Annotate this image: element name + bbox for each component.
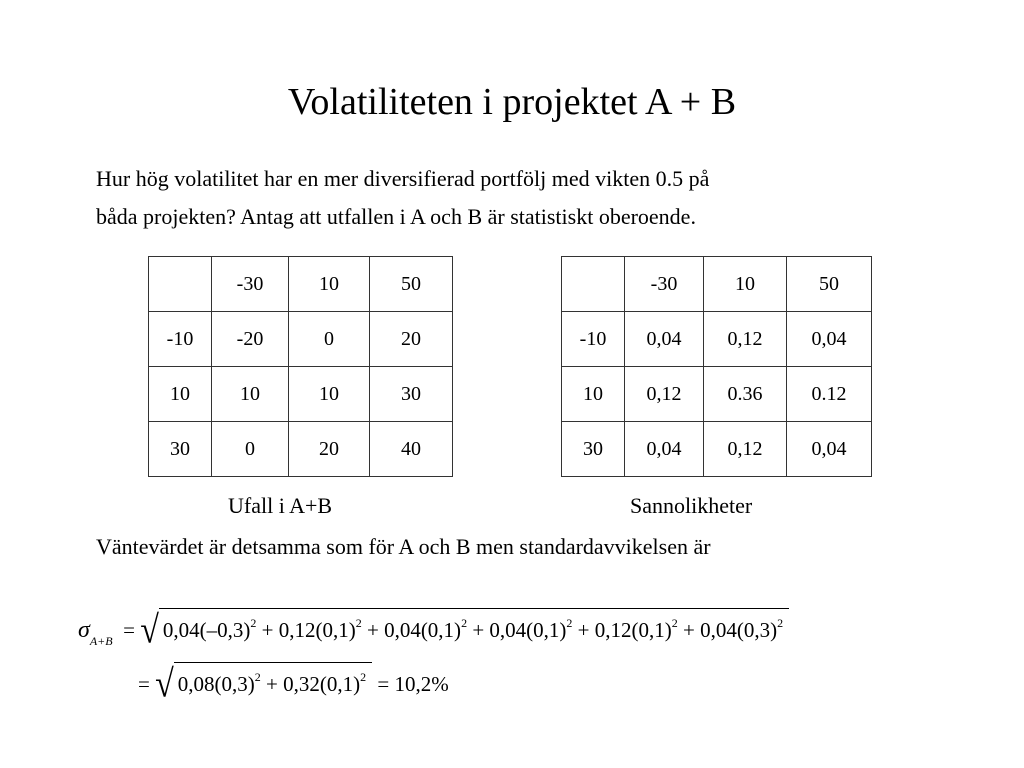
plus-sign: +: [472, 618, 485, 642]
outcomes-caption: Ufall i A+B: [228, 493, 333, 518]
term: 0,32(0,1): [283, 672, 361, 696]
plus-sign: +: [577, 618, 590, 642]
term: 0,04(0,1): [489, 618, 567, 642]
term: 0,04(0,3): [700, 618, 778, 642]
table-row: [149, 422, 453, 477]
table-cell: -10: [562, 312, 625, 367]
slide-title: Volatiliteten i projektet A + B: [287, 81, 737, 123]
table-header-row: [562, 257, 872, 312]
table-cell: 0: [289, 312, 370, 367]
table-cell: 0,12: [704, 422, 787, 477]
term: 0,04(–0,3): [162, 618, 251, 642]
table-cell: 50: [370, 257, 453, 312]
term: 0,12(0,1): [278, 618, 356, 642]
table-cell: 50: [787, 257, 872, 312]
exponent: 2: [360, 670, 367, 684]
term: 0,08(0,3): [177, 672, 255, 696]
table-cell: [149, 257, 212, 312]
probability-caption: Sannolikheter: [630, 493, 753, 518]
sigma-symbol: σ: [78, 617, 90, 643]
table-cell: 30: [149, 422, 212, 477]
intro-line-1: Hur hög volatilitet har en mer diversifierad portfölj med vikten 0.5 på: [96, 166, 710, 191]
table-row: [149, 312, 453, 367]
formula-line-1: [78, 608, 789, 655]
term: 0,12(0,1): [594, 618, 672, 642]
table-cell: 10: [562, 367, 625, 422]
intro-paragraph: [96, 160, 936, 236]
radicand-2: [174, 662, 372, 698]
plus-sign: +: [266, 672, 278, 696]
exponent: 2: [250, 616, 257, 630]
table-cell: 0,12: [625, 367, 704, 422]
table-cell: 30: [562, 422, 625, 477]
table-cell: 30: [370, 367, 453, 422]
exponent: 2: [254, 670, 261, 684]
table-cell: -20: [212, 312, 289, 367]
term: 0,04(0,1): [384, 618, 462, 642]
formula-result: 10,2%: [394, 672, 449, 696]
intro-line-2: båda projekten? Antag att utfallen i A och B är statistiskt oberoende.: [96, 204, 696, 229]
sigma-subscript: A+B: [89, 634, 113, 648]
exponent: 2: [566, 616, 573, 630]
table-cell: 0,12: [704, 312, 787, 367]
table-cell: 10: [289, 257, 370, 312]
table-row: [562, 367, 872, 422]
table-cell: 0.12: [787, 367, 872, 422]
table-cell: -30: [212, 257, 289, 312]
conclusion-text: Väntevärdet är detsamma som för A och B men standardavvikelsen är: [96, 534, 711, 559]
plus-sign: +: [683, 618, 695, 642]
table-cell: 0,04: [787, 312, 872, 367]
table-cell: 40: [370, 422, 453, 477]
table-cell: [562, 257, 625, 312]
table-cell: 10: [212, 367, 289, 422]
table-header-row: [149, 257, 453, 312]
outcomes-table: [148, 256, 453, 477]
table-cell: 0: [212, 422, 289, 477]
equals-sign: =: [123, 618, 135, 642]
exponent: 2: [671, 616, 678, 630]
table-cell: 10: [149, 367, 212, 422]
plus-sign: +: [366, 618, 379, 642]
table-cell: 0,04: [625, 312, 704, 367]
exponent: 2: [461, 616, 468, 630]
formula-line-2: [138, 662, 449, 706]
table-cell: 20: [289, 422, 370, 477]
equals-sign: =: [377, 672, 390, 696]
sqrt-icon: √: [140, 609, 159, 652]
sqrt-icon: √: [155, 663, 174, 706]
radicand-1: [159, 608, 789, 644]
table-cell: 10: [289, 367, 370, 422]
table-cell: -10: [149, 312, 212, 367]
table-row: [562, 312, 872, 367]
table-cell: -30: [625, 257, 704, 312]
exponent: 2: [355, 616, 362, 630]
table-cell: 0,04: [787, 422, 872, 477]
equals-sign: =: [138, 672, 150, 696]
table-cell: 20: [370, 312, 453, 367]
table-cell: 0,04: [625, 422, 704, 477]
probability-table: [561, 256, 872, 477]
table-row: [562, 422, 872, 477]
table-row: [149, 367, 453, 422]
table-cell: 10: [704, 257, 787, 312]
plus-sign: +: [261, 618, 274, 642]
table-cell: 0.36: [704, 367, 787, 422]
exponent: 2: [777, 616, 784, 630]
